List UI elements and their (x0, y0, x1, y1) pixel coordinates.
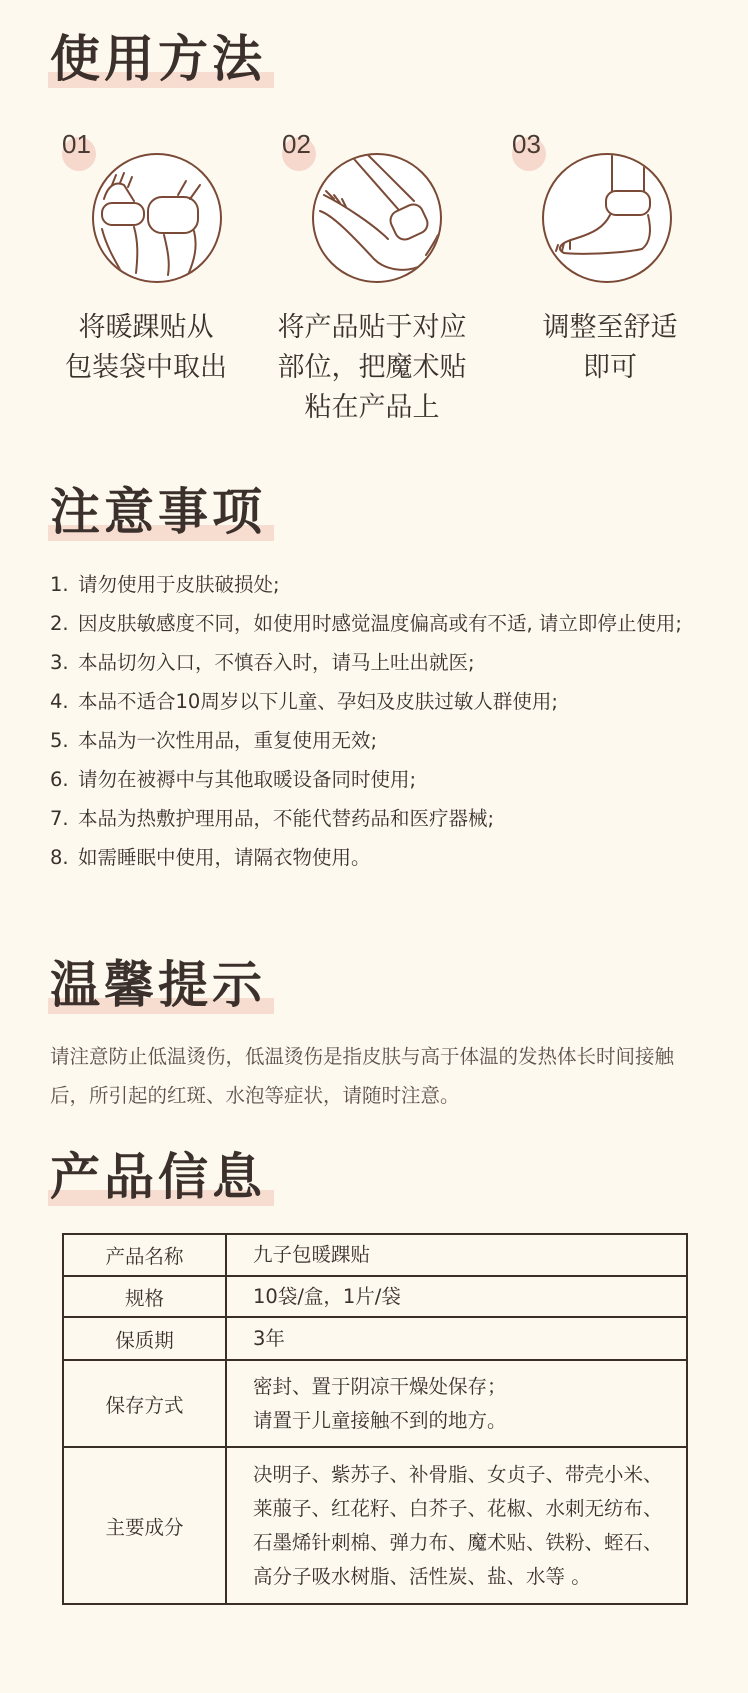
info-value: 3年 (226, 1317, 687, 1360)
info-key: 保存方式 (63, 1360, 226, 1447)
step-number: 02 (282, 129, 311, 159)
notes-list (50, 565, 710, 877)
info-value: 九子包暖踝贴 (226, 1234, 687, 1276)
tip-section-title: 温馨提示 (50, 960, 266, 1010)
info-section-title: 产品信息 (50, 1152, 266, 1202)
info-key: 规格 (63, 1276, 226, 1317)
step-caption: 调整至舒适 即可 (542, 312, 678, 383)
note-item: 3. 本品切勿入口，不慎吞入时，请马上吐出就医; (50, 651, 475, 674)
note-item: 5. 本品为一次性用品，重复使用无效; (50, 729, 378, 752)
table-row (63, 1276, 687, 1317)
note-item: 6. 请勿在被褥中与其他取暖设备同时使用; (50, 768, 417, 791)
info-value: 10袋/盒，1片/袋 (226, 1276, 687, 1317)
step-caption: 将暖踝贴从 包装袋中取出 (65, 312, 227, 383)
info-value: 决明子、紫苏子、补骨脂、女贞子、带壳小米、 莱菔子、红花籽、白芥子、花椒、水刺无纺布、 石墨烯针刺棉、弹力布、魔术贴、铁粉、蛭石、 高分子吸水树脂、活性炭、盐、水等 。 (226, 1447, 687, 1604)
table-row (63, 1447, 687, 1604)
step-number: 01 (62, 129, 91, 159)
step-number: 03 (512, 129, 541, 159)
product-info-table (62, 1233, 688, 1605)
foot-applying-patch-icon (312, 153, 442, 283)
usage-section-title: 使用方法 (50, 34, 266, 84)
info-value: 密封、置于阴凉干燥处保存； 请置于儿童接触不到的地方。 (226, 1360, 687, 1447)
table-row (63, 1317, 687, 1360)
hands-holding-patch-icon (92, 153, 222, 283)
notes-section-title: 注意事项 (50, 487, 266, 537)
note-item: 7. 本品为热敷护理用品，不能代替药品和医疗器械; (50, 807, 495, 830)
note-item: 4. 本品不适合10周岁以下儿童、孕妇及皮肤过敏人群使用; (50, 690, 558, 713)
note-item: 8. 如需睡眠中使用，请隔衣物使用。 (50, 846, 371, 869)
info-key: 产品名称 (63, 1234, 226, 1276)
tip-text: 请注意防止低温烫伤，低温烫伤是指皮肤与高于体温的发热体长时间接触后，所引起的红斑、水泡等症状，请随时注意。 (50, 1045, 675, 1107)
info-key: 保质期 (63, 1317, 226, 1360)
info-key: 主要成分 (63, 1447, 226, 1604)
note-item: 2. 因皮肤敏感度不同，如使用时感觉温度偏高或有不适, 请立即停止使用; (50, 612, 682, 635)
ankle-with-patch-icon (542, 153, 672, 283)
table-row (63, 1234, 687, 1276)
table-row (63, 1360, 687, 1447)
step-caption: 将产品贴于对应 部位，把魔术贴 粘在产品上 (277, 312, 467, 423)
note-item: 1. 请勿使用于皮肤破损处; (50, 573, 280, 596)
